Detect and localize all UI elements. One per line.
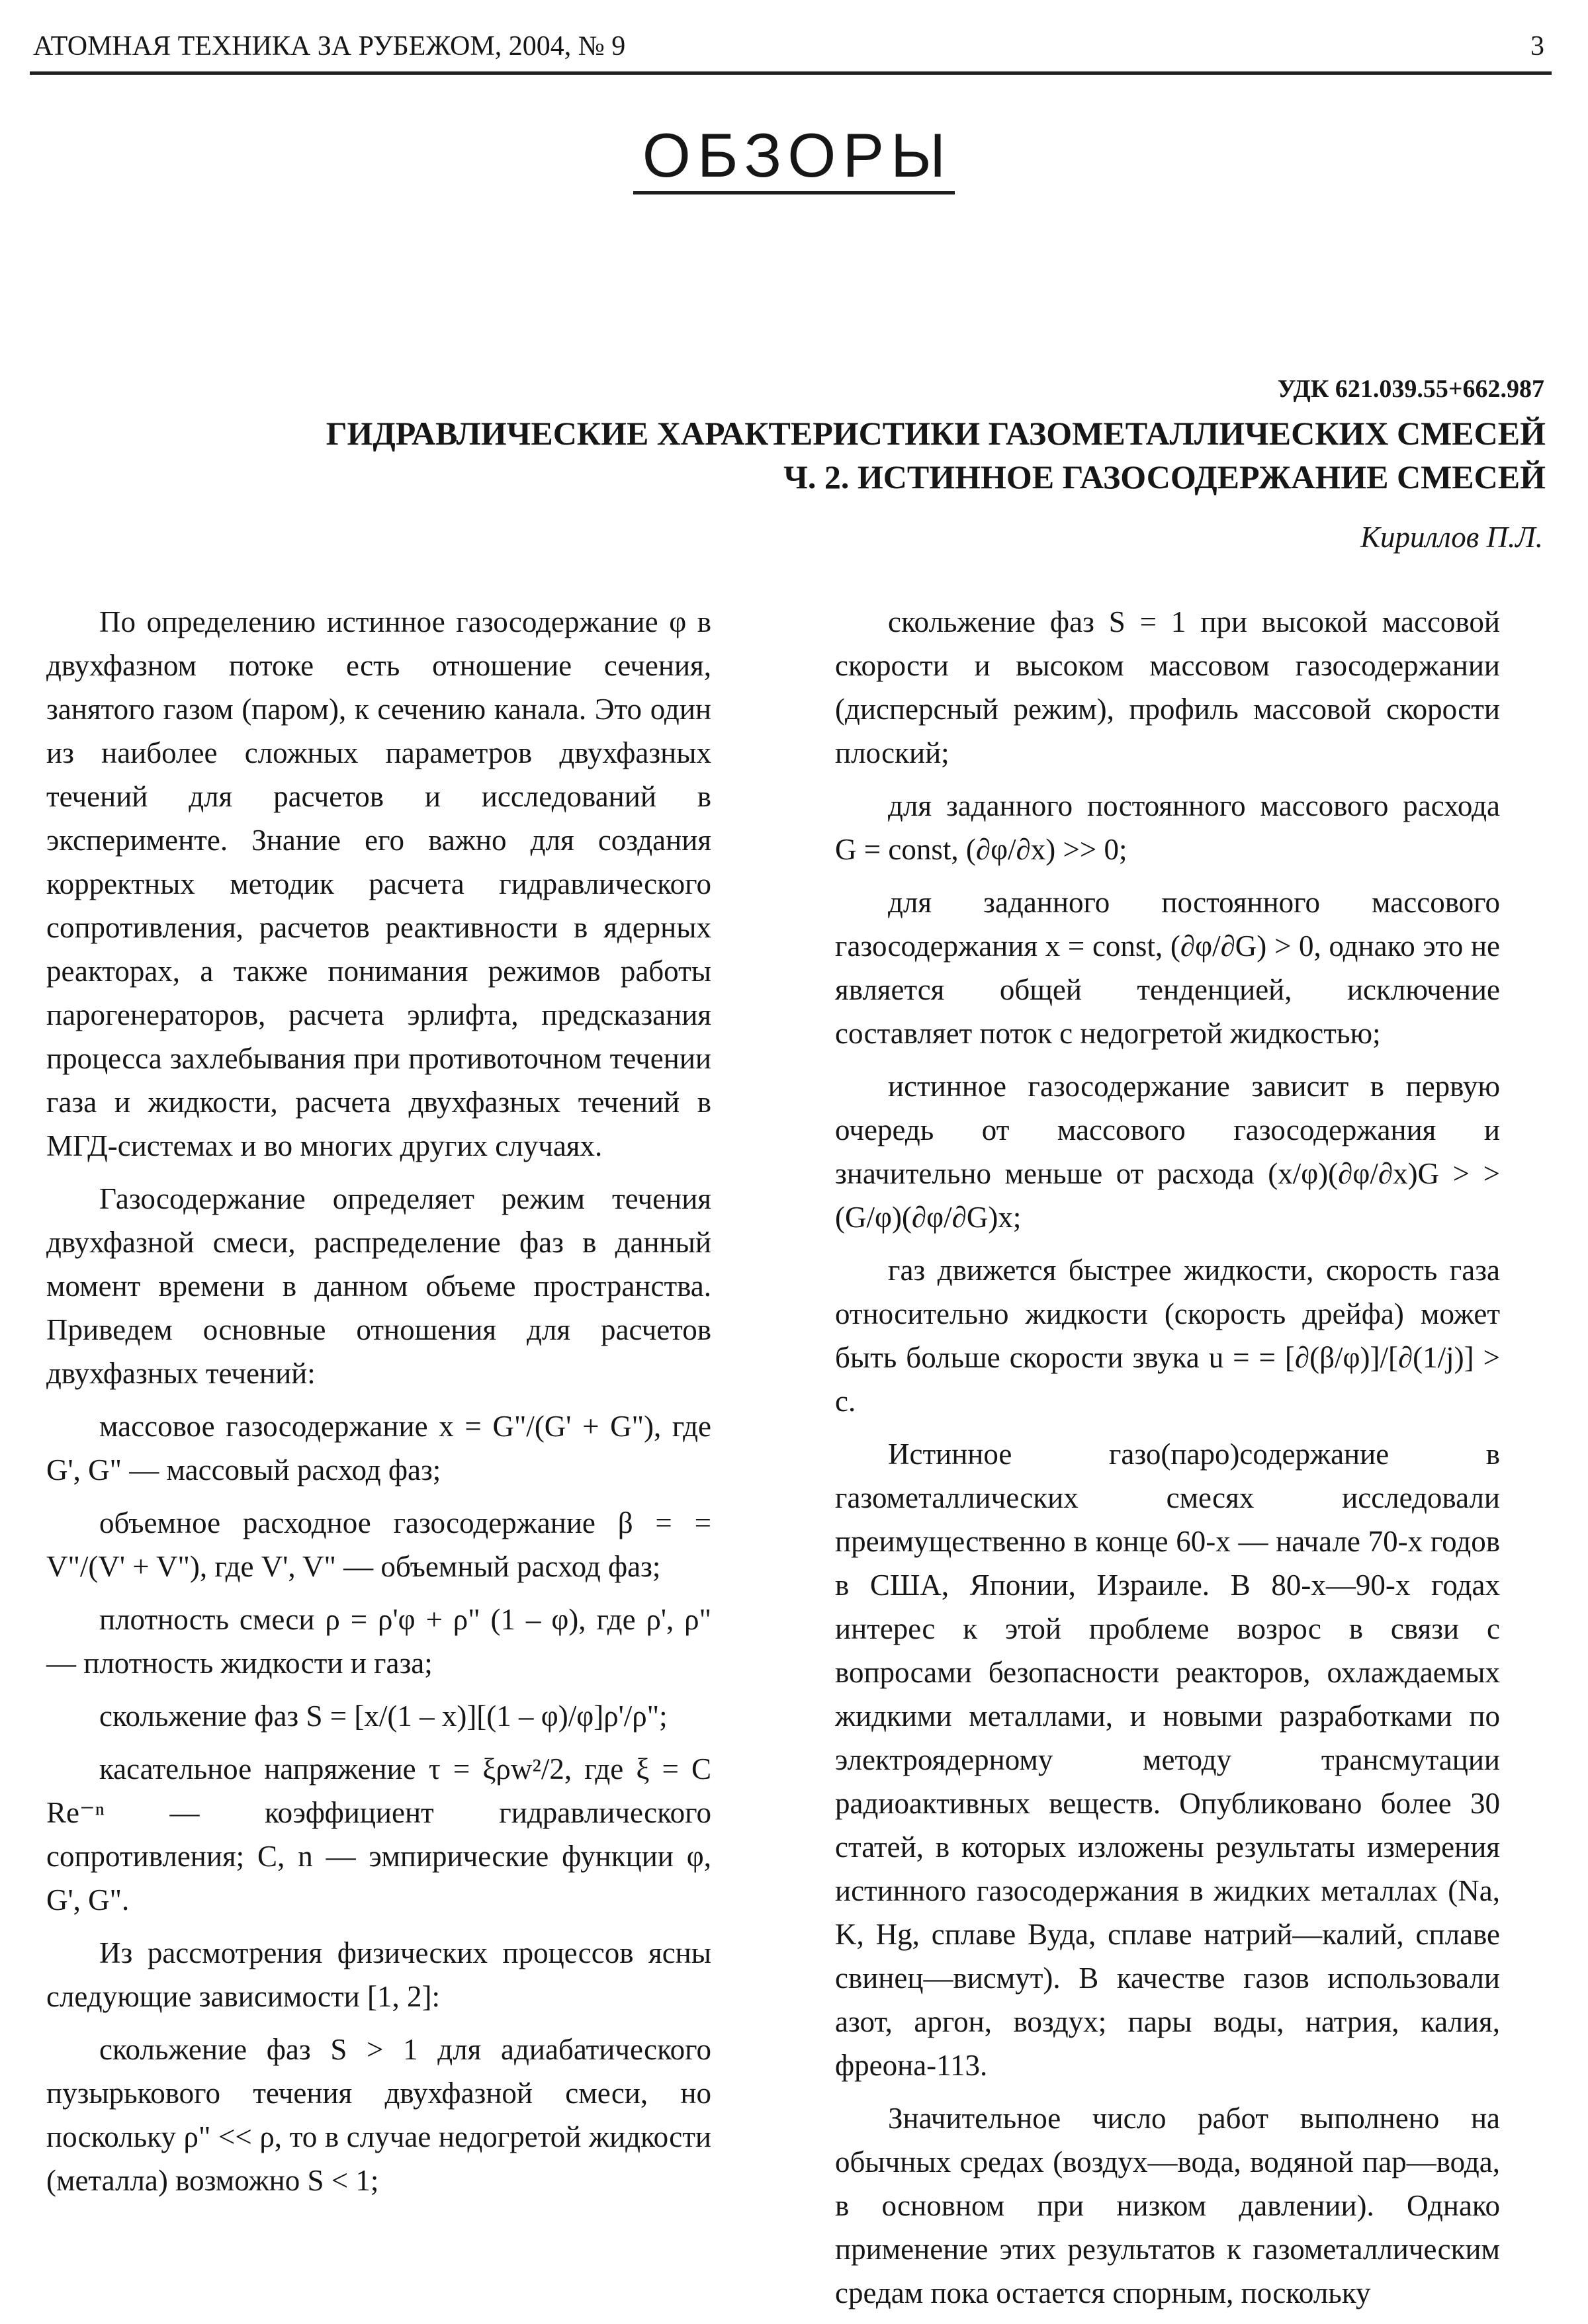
article-title bbox=[90, 411, 1546, 499]
paragraph: для заданного постоянного массового расхода G = const, (∂φ/∂x) >> 0; bbox=[835, 789, 1500, 866]
paragraph: скольжение фаз S = 1 при высокой массовой скорости и высоком массовом газосодержании (дисперсный режим), профиль массовой скорости плоский; bbox=[835, 605, 1500, 769]
article-title-line-2: Ч. 2. ИСТИННОЕ ГАЗОСОДЕРЖАНИЕ СМЕСЕЙ bbox=[783, 458, 1546, 495]
paragraph: массовое газосодержание x = G"/(G' + G"), где G', G" — массовый расход фаз; bbox=[46, 1410, 711, 1486]
article-author: Кириллов П.Л. bbox=[1360, 521, 1543, 554]
paragraph: Газосодержание определяет режим течения двухфазной смеси, распределение фаз в данный момент времени в данном объеме пространства. Приведем основные отношения для расчетов двухфазных течений: bbox=[46, 1182, 711, 1390]
journal-name: АТОМНАЯ ТЕХНИКА ЗА РУБЕЖОМ, 2004, № 9 bbox=[33, 31, 626, 62]
paragraph: скольжение фаз S = [x/(1 – x)][(1 – φ)/φ]ρ'/ρ"; bbox=[99, 1700, 668, 1733]
paragraph: истинное газосодержание зависит в первую очередь от массового газосодержания и значительно меньше от расхода (x/φ)(∂φ/∂x)G > > (G/φ)(∂φ/∂G)x; bbox=[835, 1070, 1500, 1234]
paragraph: для заданного постоянного массового газосодержания x = const, (∂φ/∂G) > 0, однако это не является общей тенденцией, исключение составляет поток с недогретой жидкостью; bbox=[835, 886, 1500, 1050]
paragraph: объемное расходное газосодержание β = = V"/(V' + V"), где V', V" — объемный расход фаз; bbox=[46, 1506, 711, 1583]
paragraph: Из рассмотрения физических процессов ясны следующие зависимости [1, 2]: bbox=[46, 1936, 711, 2013]
paragraph: Значительное число работ выполнено на обычных средах (воздух—вода, водяной пар—вода, в основном при низком давлении). Однако применение этих результатов к газометаллическим средам пока остается спорным, поскольку bbox=[835, 2102, 1500, 2309]
paragraph: Истинное газо(паро)содержание в газометаллических смесях исследовали преимущественно в конце 60-х — начале 70-х годов в США, Японии, Израиле. В 80-х—90-х годах интерес к этой проблеме возрос в связи с вопросами безопасности реакторов, охлаждаемых жидкими металлами, и новыми разработками по электроядерному методу трансмутации радиоактивных веществ. Опубликовано более 30 статей, в которых изложены результаты измерения истинного газосодержания в жидких металлах (Na, K, Hg, сплаве Вуда, сплаве натрий—калий, сплаве свинец—висмут). В качестве газов использовали азот, аргон, воздух; пары воды, натрия, калия, фреона-113. bbox=[835, 1438, 1500, 2082]
left-column bbox=[46, 600, 711, 2212]
section-title: ОБЗОРЫ bbox=[633, 120, 955, 194]
paragraph: скольжение фаз S > 1 для адиабатического пузырькового течения двухфазной смеси, но поскольку ρ" << ρ, то в случае недогретой жидкости (металла) возможно S < 1; bbox=[46, 2033, 711, 2197]
paragraph: газ движется быстрее жидкости, скорость газа относительно жидкости (скорость дрейфа) может быть больше скорости звука u = = [∂(β/φ)]/[∂(1/j)] > c. bbox=[835, 1254, 1500, 1418]
header-rule bbox=[30, 71, 1552, 75]
paragraph: плотность смеси ρ = ρ'φ + ρ" (1 – φ), где ρ', ρ" — плотность жидкости и газа; bbox=[46, 1603, 711, 1680]
udc-code: УДК 621.039.55+662.987 bbox=[1277, 375, 1544, 403]
paragraph: касательное напряжение τ = ξρw²/2, где ξ = C Re⁻ⁿ — коэффициент гидравлического сопротивления; C, n — эмпирические функции φ, G', G". bbox=[46, 1752, 711, 1916]
paragraph: По определению истинное газосодержание φ в двухфазном потоке есть отношение сечения, занятого газом (паром), к сечению канала. Это один из наиболее сложных параметров двухфазных течений для расчетов и исследований в эксперименте. Знание его важно для создания корректных методик расчета гидравлического сопротивления, расчетов реактивности в ядерных реакторах, а также понимания режимов работы парогенераторов, расчета эрлифта, предсказания процесса захлебывания при противоточном течении газа и жидкости, расчета двухфазных течений в МГД-системах и во многих других случаях. bbox=[46, 605, 711, 1162]
page-number: 3 bbox=[1530, 31, 1544, 62]
section-heading bbox=[0, 116, 1588, 195]
article-title-line-1: ГИДРАВЛИЧЕСКИЕ ХАРАКТЕРИСТИКИ ГАЗОМЕТАЛЛИЧЕСКИХ СМЕСЕЙ bbox=[326, 415, 1546, 452]
running-header bbox=[33, 26, 1548, 66]
right-column bbox=[835, 600, 1500, 2324]
